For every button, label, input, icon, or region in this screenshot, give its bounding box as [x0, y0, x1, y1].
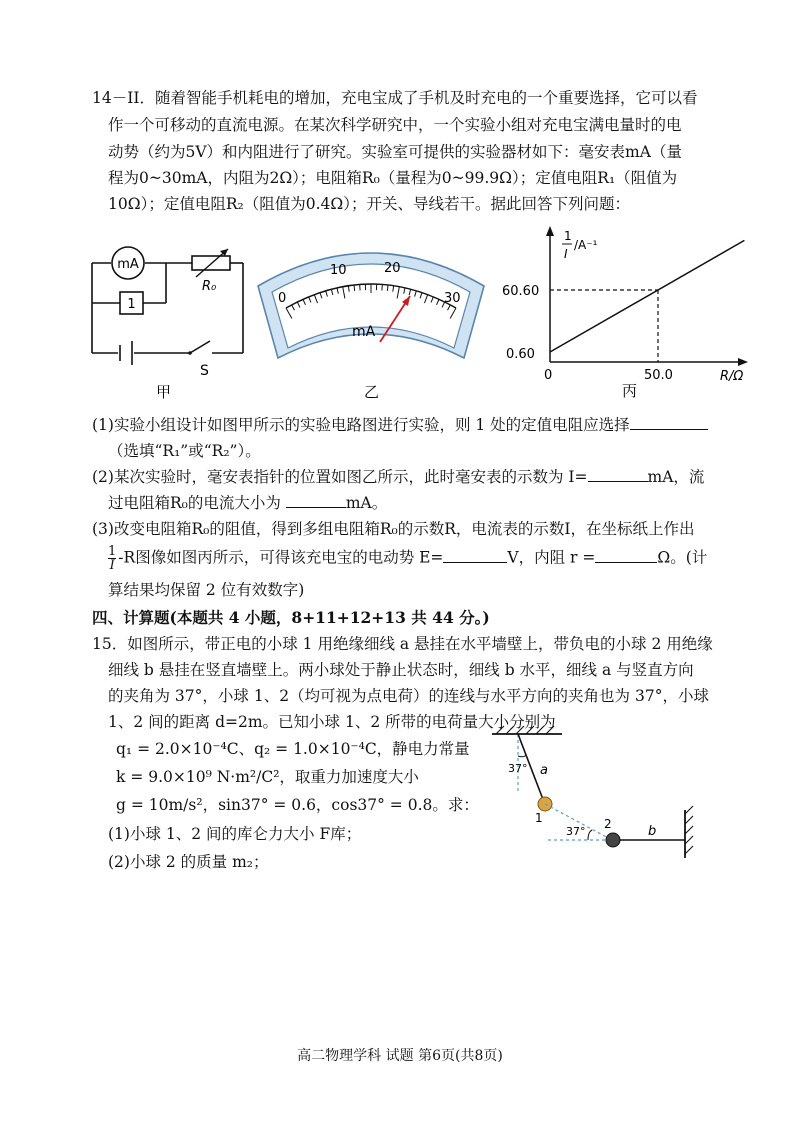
- meter-label: mA: [117, 257, 139, 272]
- answer-blank-2a[interactable]: [588, 465, 648, 482]
- answer-blank-3b[interactable]: [595, 546, 657, 563]
- q14-part3-line3: 算结果均保留 2 位有效数字): [108, 581, 305, 599]
- ball-1-label: 1: [535, 811, 543, 825]
- data-line: [550, 240, 744, 352]
- q14-part3-line1: (3)改变电阻箱R₀的阻值，得到多组电阻箱R₀的示数R，电流表的示数I，在坐标纸上作出: [92, 520, 695, 538]
- y-tick-high: 60.60: [502, 284, 540, 299]
- q15-line2: 细线 b 悬挂在竖直墙壁上。两小球处于静止状态时，细线 b 水平，细线 a 与竖直方向: [108, 661, 694, 679]
- x-axis-label: R/Ω: [720, 369, 744, 384]
- q15-figure: [480, 722, 710, 862]
- ball-2: [606, 833, 620, 847]
- ylabel-den: I: [564, 247, 568, 261]
- q15-line4: 1、2 间的距离 d=2m。已知小球 1、2 所带的电荷量大小分别为: [108, 713, 556, 731]
- caption-jia: 甲: [156, 383, 172, 401]
- q14-part1-line1: (1)实验小组设计如图甲所示的实验电路图进行实验，则 1 处的定值电阻应选择: [92, 413, 708, 438]
- graph-bing: [498, 222, 768, 408]
- dial-tick: [354, 285, 355, 291]
- q14-part3-line2: $\frac{1}{I}$ -R图像如图丙所示，可得该充电宝的电动势 E= V，内阻 r = Ω。(计: [108, 544, 708, 573]
- x-tick-50: 50.0: [644, 368, 673, 383]
- tick-label-0: 0: [278, 291, 287, 306]
- page-footer: 高二物理学科 试题 第6页(共8页): [297, 1048, 503, 1064]
- ylabel-unit: /A⁻¹: [574, 238, 598, 252]
- string-a-label: a: [540, 763, 548, 778]
- origin-label: 0: [544, 368, 553, 383]
- meter-dial-yi: [252, 250, 490, 405]
- q15-line3: 的夹角为 37°，小球 1、2（均可视为点电荷）的连线与水平方向的夹角也为 37°，小球: [108, 687, 709, 705]
- q15-line1: 15．如图所示，带正电的小球 1 用绝缘细线 a 悬挂在水平墙壁上，带负电的小球 2 用绝缘: [92, 635, 713, 653]
- q14-line4: 程为0~30mA，内阻为2Ω）；电阻箱R₀（量程为0~99.9Ω）；定值电阻R₁（阻值为: [108, 169, 678, 187]
- answer-blank-1[interactable]: [630, 413, 708, 430]
- q15-part2: (2)小球 2 的质量 m₂；: [108, 853, 269, 871]
- string-b-label: b: [648, 824, 657, 839]
- q14-line1: 14－II．随着智能手机耗电的增加，充电宝成了手机及时充电的一个重要选择，它可以看: [92, 89, 698, 107]
- fraction-1-over-I: $\frac{1}{I}$: [108, 544, 117, 573]
- ylabel-num: 1: [564, 229, 572, 243]
- caption-yi: 乙: [364, 383, 380, 401]
- tick-label-10: 10: [330, 263, 347, 278]
- q14-line3: 动势（约为5V）和内阻进行了研究。实验室可提供的实验器材如下：毫安表mA（量: [108, 143, 682, 161]
- q14-line5: 10Ω）；定值电阻R₂（阻值为0.4Ω）；开关、导线若干。据此回答下列问题：: [108, 195, 630, 213]
- q14-part1-line2: （选填“R₁”或“R₂”）。: [108, 442, 261, 460]
- dial-tick: [387, 285, 388, 291]
- answer-blank-3a[interactable]: [443, 546, 507, 563]
- switch-symbol: [190, 341, 210, 353]
- q15-part1: (1)小球 1、2 间的库仑力大小 F库；: [108, 825, 362, 843]
- tick-label-20: 20: [384, 261, 401, 276]
- answer-blank-2b[interactable]: [286, 491, 346, 508]
- q14-part2-line1: (2)某次实验时，毫安表指针的位置如图乙所示，此时毫安表的示数为 I= mA，流: [92, 465, 704, 490]
- caption-bing: 丙: [622, 382, 638, 400]
- q15-line7: g = 10m/s²，sin37° = 0.6，cos37° = 0.8。求：: [116, 796, 479, 814]
- tick-label-30: 30: [444, 291, 461, 306]
- q15-line5: q₁ = 2.0×10⁻⁴C、q₂ = 1.0×10⁻⁴C，静电力常量: [116, 740, 470, 758]
- angle-top-label: 37°: [508, 762, 528, 775]
- dial-unit: mA: [352, 324, 376, 340]
- q14-part2-line2: 过电阻箱R₀的电流大小为 mA。: [108, 491, 387, 516]
- section-heading: 四、计算题(本题共 4 小题，8+11+12+13 共 44 分。): [92, 608, 490, 627]
- circuit-diagram-jia: [80, 235, 260, 405]
- switch-label: S: [200, 363, 209, 379]
- q14-line2: 作一个可移动的直流电源。在某次科学研究中，一个实验小组对充电宝满电量时的电: [108, 116, 682, 134]
- angle-bottom-label: 37°: [566, 825, 586, 838]
- q15-line6: k = 9.0×10⁹ N·m²/C²，取重力加速度大小: [116, 768, 419, 786]
- rheostat-label: R₀: [202, 279, 217, 294]
- ball-2-label: 2: [604, 817, 612, 831]
- y-tick-low: 0.60: [506, 347, 535, 362]
- box-label: 1: [127, 297, 136, 312]
